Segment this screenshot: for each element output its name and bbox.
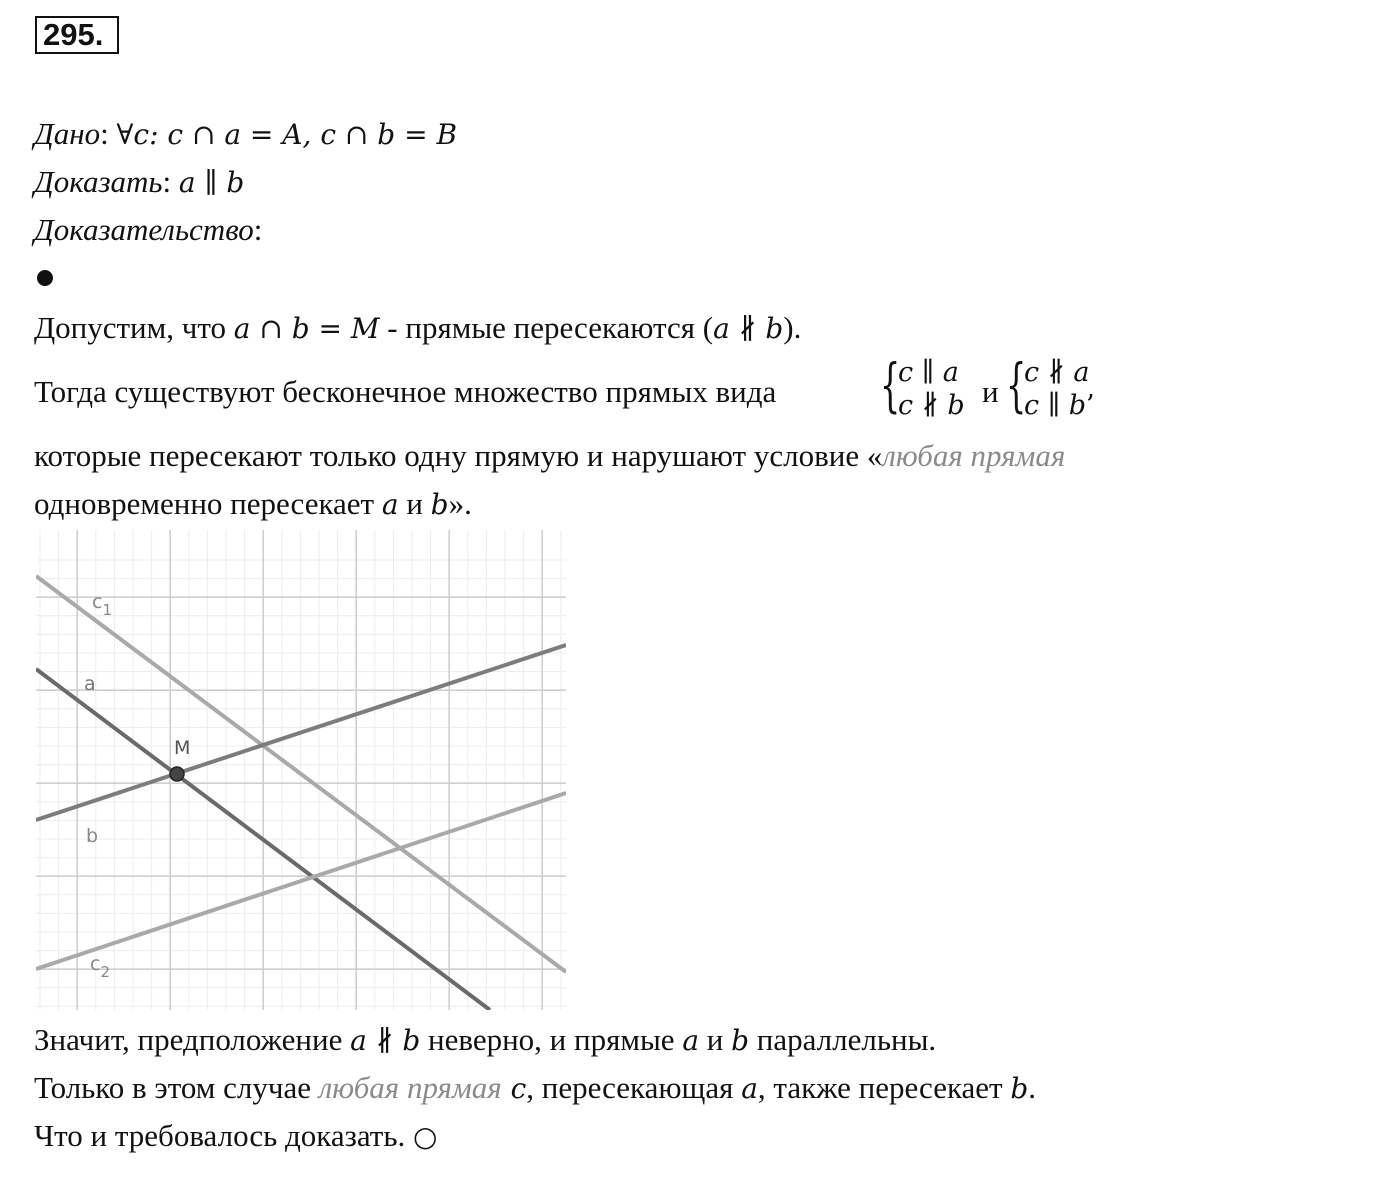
conclusion-line-2	[34, 1068, 1036, 1109]
system-1-row-2: c ∦ b	[898, 390, 965, 421]
concl2-text1: Только в этом случае	[34, 1070, 319, 1105]
concl2-text3: , также пересекает	[757, 1070, 1011, 1105]
label-c2: $c_2$	[90, 953, 110, 981]
concl2-a: a	[741, 1072, 758, 1105]
brace-1: {	[880, 351, 901, 419]
label-m: M	[174, 737, 191, 759]
concl2-c: c	[501, 1072, 527, 1105]
var-a: a	[381, 488, 399, 521]
concl2-text2: , пересекающая	[526, 1070, 742, 1105]
point-m	[170, 767, 184, 781]
given-colon: :	[100, 116, 109, 151]
condition-highlight: любая прямая	[882, 438, 1066, 473]
given-formula: ∀c: c ∩ a = A, c ∩ b = B	[116, 118, 458, 151]
concl1-and: и	[699, 1022, 732, 1057]
label-b: b	[86, 825, 99, 847]
proof-label: Доказательство	[34, 212, 254, 247]
concl1-a: a	[682, 1024, 700, 1057]
assumption-text-2: - прямые пересекаются (	[379, 310, 714, 345]
proof-heading	[34, 210, 262, 250]
qed-icon: ○	[413, 1120, 438, 1153]
concl1-text1: Значит, предположение	[34, 1022, 351, 1057]
prove-formula: a ∥ b	[178, 166, 245, 199]
concl2-highlight: любая прямая	[318, 1070, 502, 1105]
assumption-formula: a ∩ b = M	[233, 312, 380, 345]
given-label: Дано	[34, 116, 101, 151]
system-2-row-2	[1024, 389, 1095, 422]
bullet-icon	[37, 270, 53, 286]
concl2-b: b	[1010, 1072, 1029, 1105]
prove-line	[34, 162, 244, 203]
system-1-row-1: c ∥ a	[898, 357, 959, 388]
problem-number: 295.	[35, 16, 119, 54]
label-c1: $c_1$	[92, 591, 112, 619]
conclusion-line-1	[34, 1020, 936, 1061]
concl2-end: .	[1028, 1070, 1037, 1105]
and-word: и	[982, 374, 999, 409]
proof-colon: :	[253, 212, 263, 247]
assumption-text-3: ).	[783, 310, 802, 345]
prove-label: Доказать	[34, 164, 163, 199]
assumption-text: Допустим, что	[34, 310, 234, 345]
concl1-text3: параллельны.	[749, 1022, 937, 1057]
concl1-b: b	[731, 1024, 750, 1057]
condition-line-2	[34, 484, 472, 525]
system-2-row-2-formula: c ∥ b	[1024, 390, 1087, 421]
then-line: Тогда существуют бесконечное множество прямых вида	[34, 374, 777, 409]
and-2: и	[398, 486, 431, 521]
prove-colon: :	[162, 164, 172, 199]
minor-grid	[36, 530, 566, 1010]
conclusion-line-3	[34, 1116, 437, 1157]
assumption-formula-2: a ∦ b	[713, 312, 784, 345]
given-line	[34, 114, 457, 155]
geometry-figure	[36, 530, 566, 1010]
system-1	[898, 356, 965, 422]
brace-2: {	[1006, 351, 1027, 419]
system-2	[1024, 356, 1095, 422]
var-b: b	[430, 488, 449, 521]
condition-line	[34, 436, 1065, 476]
system-2-row-1: c ∦ a	[1024, 357, 1090, 388]
concl3-text: Что и требовалось доказать.	[34, 1118, 413, 1153]
quote-end: ».	[448, 486, 472, 521]
condition-text: которые пересекают только одну прямую и нарушают условие «	[34, 438, 883, 473]
system-2-trail: ’	[1086, 390, 1095, 421]
concl1-text2: неверно, и прямые	[420, 1022, 683, 1057]
concl1-formula: a ∦ b	[350, 1024, 421, 1057]
label-a: a	[84, 673, 96, 695]
assumption-line	[34, 308, 801, 349]
condition-text-2: одновременно пересекает	[34, 486, 382, 521]
